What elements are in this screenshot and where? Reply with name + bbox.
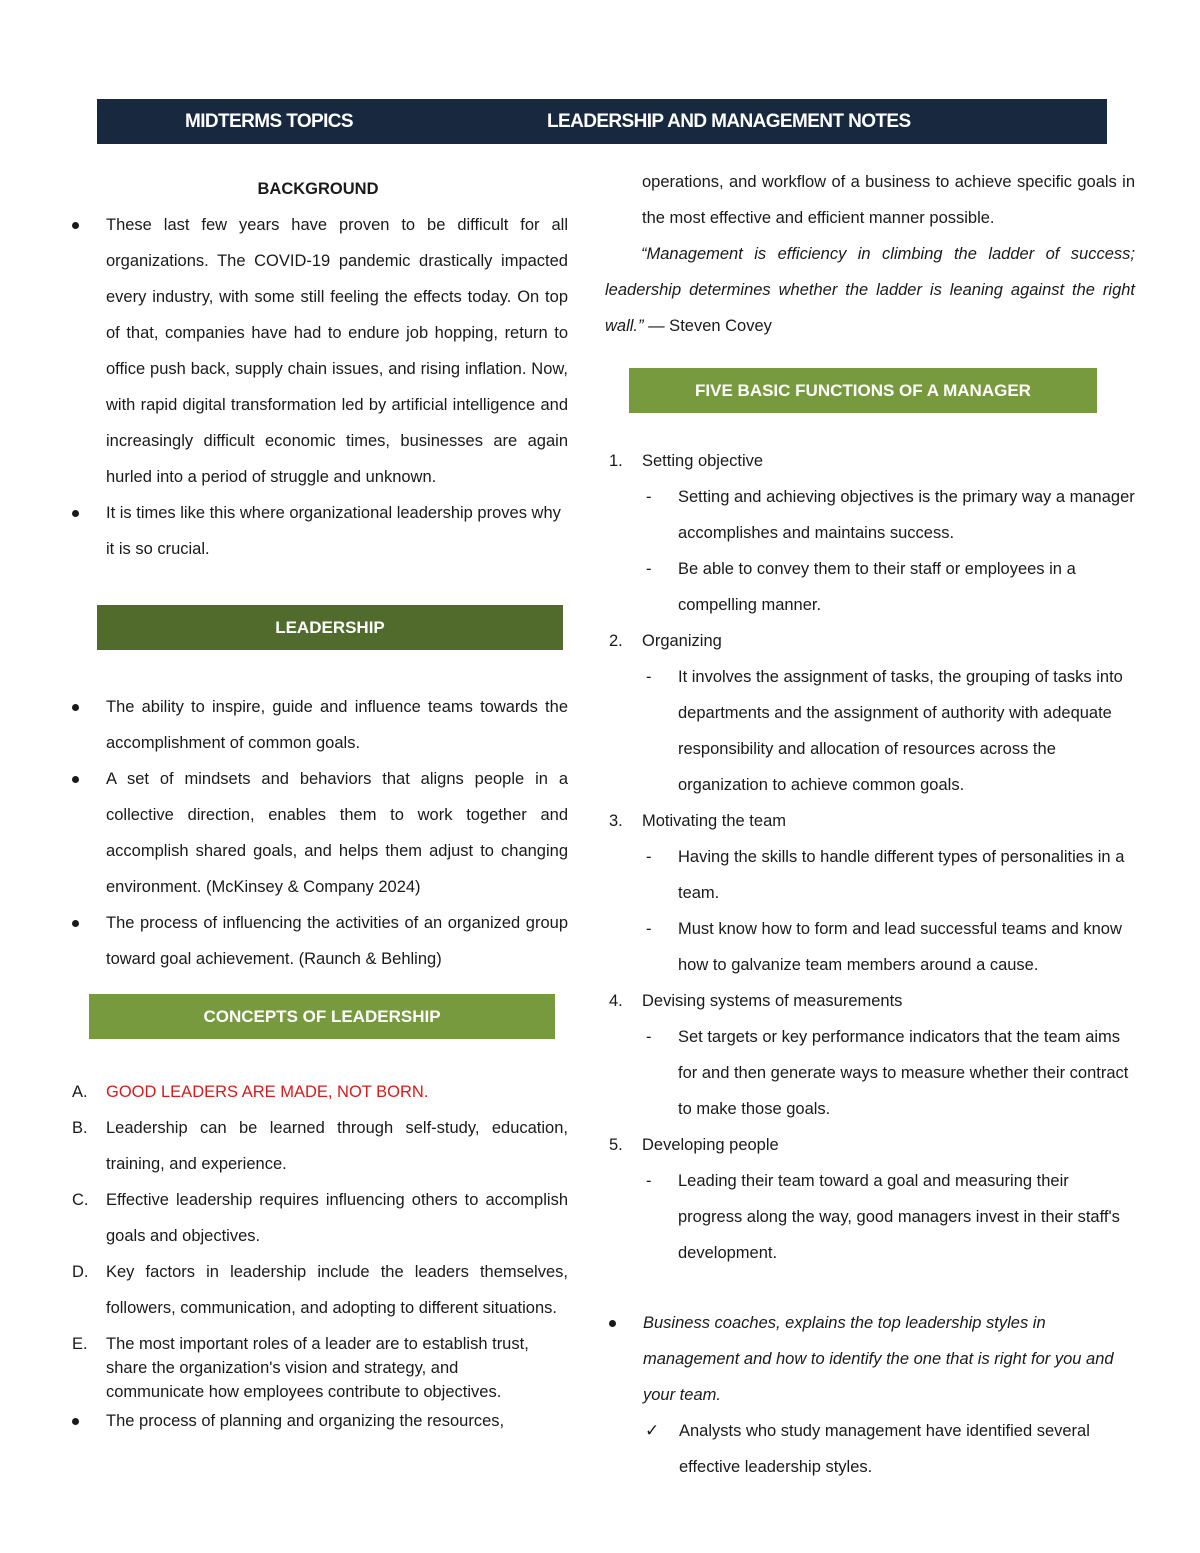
bullet-icon	[72, 776, 79, 783]
header-left-title: MIDTERMS TOPICS	[185, 111, 353, 132]
bullet-icon	[72, 222, 79, 229]
list-item: - Must know how to form and lead successful teams and know how to galvanize team members around a cause.	[646, 920, 1122, 974]
functions-heading: FIVE BASIC FUNCTIONS OF A MANAGER	[629, 368, 1097, 413]
document-header	[97, 99, 1107, 144]
bullet-icon	[72, 704, 79, 711]
list-item: A set of mindsets and behaviors that aligns people in a collective direction, enables them to work together and accomplish shared goals, and helps them adjust to changing environment. (McKinsey & Company 2024)	[68, 761, 568, 905]
list-item: These last few years have proven to be difficult for all organizations. The COVID-19 pandemic drastically impacted every industry, with some still feeling the effects today. On top of that, companies have had to endure job hopping, return to office push back, supply chain issues, and rising inflation. Now, with rapid digital transformation led by artificial intelligence and increasingly difficult economic times, businesses are again hurled into a period of struggle and unknown.	[68, 207, 568, 495]
list-item: C. Effective leadership requires influencing others to accomplish goals and objectives.	[72, 1191, 568, 1245]
checkmark-icon: ✓	[645, 1421, 660, 1440]
background-heading: BACKGROUND	[257, 180, 379, 198]
list-item: The ability to inspire, guide and influence teams towards the accomplishment of common goals.	[68, 689, 568, 761]
list-item: The process of influencing the activities of an organized group toward goal achievement. (Raunch & Behling)	[68, 905, 568, 977]
quote-author: — Steven Covey	[643, 317, 772, 335]
list-item: 3. Motivating the team - Having the skills to handle different types of personalities in a team. - Must know how to form and lead successful teams and know how to galvanize team members around a cause.	[605, 803, 1135, 983]
list-item: It is times like this where organizational leadership proves why it is so crucial.	[68, 495, 568, 567]
bullet-icon	[72, 510, 79, 517]
checklist	[643, 1413, 1135, 1485]
right-column	[605, 164, 1135, 1485]
function-title: Organizing	[642, 632, 722, 650]
list-item: A. GOOD LEADERS ARE MADE, NOT BORN.	[72, 1083, 429, 1101]
management-quote: “Management is efficiency in climbing the ladder of success; leadership determines whether the ladder is leaning against the right wall.” — Steven Covey	[605, 245, 1135, 335]
function-title: Setting objective	[642, 452, 764, 470]
list-item: 2. Organizing - It involves the assignment of tasks, the grouping of tasks into departments and the assignment of authority with adequate responsibility and allocation of resources across the organization to achieve common goals.	[605, 623, 1135, 803]
list-item: - Setting and achieving objectives is the primary way a manager accomplishes and maintains success.	[646, 488, 1135, 542]
list-item: E. The most important roles of a leader are to establish trust, share the organization's vision and strategy, and communicate how employees contribute to objectives.	[72, 1335, 529, 1401]
function-title: Devising systems of measurements	[642, 992, 903, 1010]
sub-list	[642, 1163, 1135, 1271]
header-right-title: LEADERSHIP AND MANAGEMENT NOTES	[547, 111, 911, 132]
list-item: D. Key factors in leadership include the leaders themselves, followers, communication, and adopting to different situations.	[72, 1263, 568, 1317]
list-item: The process of planning and organizing the resources,	[68, 1408, 568, 1434]
concepts-trailing-list	[68, 1408, 568, 1434]
list-item: - Leading their team toward a goal and measuring their progress along the way, good managers invest in their staff's development.	[646, 1172, 1120, 1262]
list-item: 4. Devising systems of measurements - Set targets or key performance indicators that the team aims for and then generate ways to measure whether their contract to make those goals.	[605, 983, 1135, 1127]
functions-list	[605, 443, 1135, 1271]
list-item: - It involves the assignment of tasks, the grouping of tasks into departments and the assignment of authority with adequate responsibility and allocation of resources across the organization to achieve common goals.	[646, 668, 1123, 794]
list-item: 5. Developing people - Leading their team toward a goal and measuring their progress along the way, good managers invest in their staff's development.	[605, 1127, 1135, 1271]
function-title: Developing people	[642, 1136, 779, 1154]
background-list	[68, 207, 568, 567]
list-item: 1. Setting objective - Setting and achieving objectives is the primary way a manager accomplishes and maintains success. - Be able to convey them to their staff or employees in a compelling manner.	[605, 443, 1135, 623]
list-item: B. Leadership can be learned through self-study, education, training, and experience.	[72, 1119, 568, 1173]
management-continuation: operations, and workflow of a business to achieve specific goals in the most effective and efficient manner possible.	[642, 173, 1135, 227]
concepts-heading: CONCEPTS OF LEADERSHIP	[89, 994, 555, 1039]
sub-list	[642, 479, 1135, 623]
list-item: Business coaches, explains the top leadership styles in management and how to identify the one that is right for you and your team. ✓ Analysts who study management have identified several effective leadership styles.	[605, 1305, 1135, 1485]
concept-highlight: GOOD LEADERS ARE MADE, NOT BORN.	[106, 1083, 429, 1101]
list-item: - Having the skills to handle different types of personalities in a team.	[646, 848, 1125, 902]
function-title: Motivating the team	[642, 812, 786, 830]
list-item: ✓ Analysts who study management have identified several effective leadership styles.	[643, 1413, 1135, 1485]
styles-list	[605, 1305, 1135, 1485]
bullet-icon	[72, 1418, 79, 1425]
list-item: - Be able to convey them to their staff or employees in a compelling manner.	[646, 560, 1076, 614]
leadership-heading: LEADERSHIP	[97, 605, 563, 650]
concepts-list	[68, 1074, 568, 1408]
bullet-icon	[609, 1320, 616, 1327]
bullet-icon	[72, 920, 79, 927]
list-item: - Set targets or key performance indicators that the team aims for and then generate ways to measure whether their contract to make those goals.	[646, 1028, 1129, 1118]
sub-list	[642, 1019, 1135, 1127]
sub-list	[642, 839, 1135, 983]
left-column	[68, 176, 568, 1434]
sub-list	[642, 659, 1135, 803]
leadership-list	[68, 689, 568, 977]
